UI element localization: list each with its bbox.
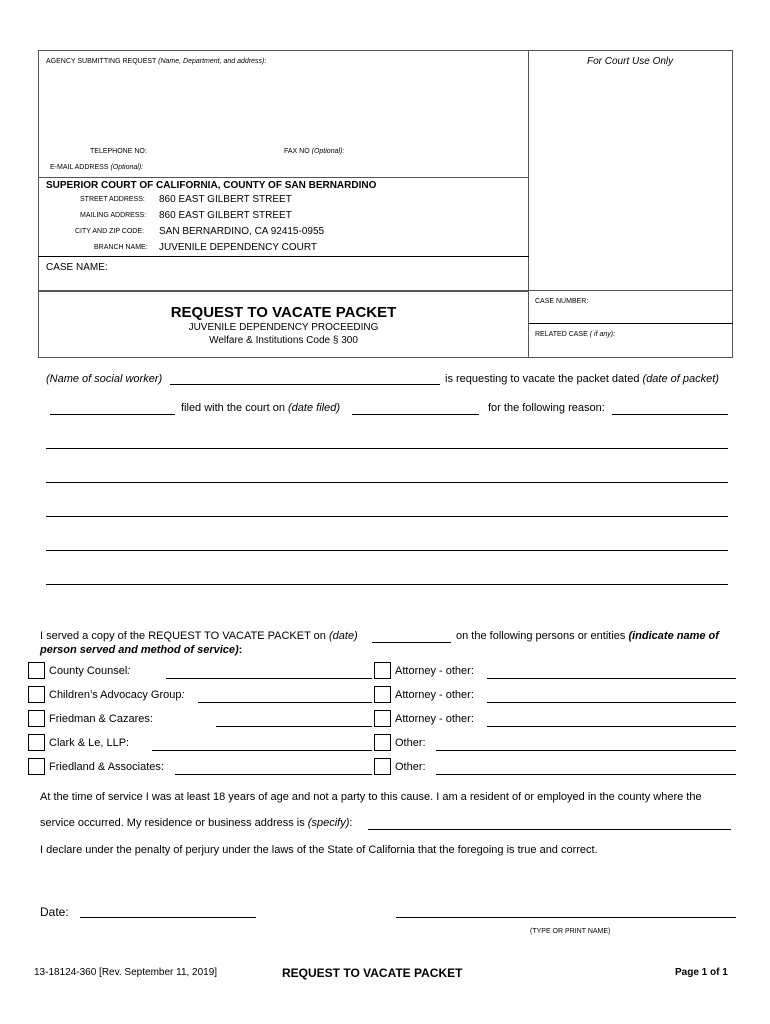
childrens-advocacy-line [198,702,372,703]
other-2-input[interactable] [438,760,734,774]
mailing-value: 860 EAST GILBERT STREET [159,210,292,221]
street-label: STREET ADDRESS: [80,196,145,203]
attorney-other-2-line [487,702,736,703]
city-label: CITY AND ZIP CODE: [75,228,144,235]
friedman-cazares-checkbox[interactable] [28,710,45,727]
attorney-other-1-input[interactable] [489,664,734,678]
telephone-label: TELEPHONE NO: [90,148,147,155]
county-counsel-input[interactable] [168,664,370,678]
fax-label: FAX NO (Optional): [284,148,345,155]
date-signature-line [80,917,256,918]
case-name-input[interactable] [112,262,512,276]
reason-line-3 [46,516,728,517]
date-signature-input[interactable] [82,903,254,917]
childrens-advocacy-label: Children’s Advocacy Group: [49,689,185,701]
attorney-other-2-checkbox[interactable] [374,686,391,703]
date-filed-line [352,414,479,415]
reason-input-5[interactable] [48,570,726,584]
reason-line-1 [46,448,728,449]
packet-date-input[interactable] [52,400,173,414]
fax-input[interactable] [354,144,514,158]
friedman-cazares-label: Friedman & Cazares: [49,713,153,725]
county-counsel-label: County Counsel: [49,665,131,677]
childrens-advocacy-input[interactable] [200,688,370,702]
friedland-associates-label: Friedland & Associates: [49,761,164,773]
branch-value: JUVENILE DEPENDENCY COURT [159,242,317,253]
packet-date-line [50,414,175,415]
clark-le-input[interactable] [154,736,370,750]
case-name-divider [38,256,529,257]
email-label: E-MAIL ADDRESS (Optional): [50,164,144,171]
attorney-other-1-label: Attorney - other: [395,665,474,677]
telephone-input[interactable] [156,144,276,158]
reason-input-2[interactable] [48,468,726,482]
friedman-cazares-input[interactable] [218,712,370,726]
reason-input-3[interactable] [48,502,726,516]
address-input[interactable] [370,815,729,829]
agency-input[interactable] [46,72,516,132]
friedland-associates-checkbox[interactable] [28,758,45,775]
form-subtitle-2: Welfare & Institutions Code § 300 [209,335,358,346]
page-number: Page 1 of 1 [675,967,728,978]
branch-label: BRANCH NAME: [94,244,148,251]
agency-label: AGENCY SUBMITTING REQUEST (Name, Department, and address): [46,58,267,65]
attorney-other-2-input[interactable] [489,688,734,702]
printed-name-input[interactable] [398,903,734,917]
served-date-input[interactable] [374,628,449,642]
case-number-label: CASE NUMBER: [535,298,589,305]
reason-input-4[interactable] [48,536,726,550]
city-value: SAN BERNARDINO, CA 92415-0955 [159,226,325,237]
address-line [368,829,731,830]
perjury-statement: I declare under the penalty of perjury under the laws of the State of California that the foregoing is true and correct. [40,844,598,856]
form-subtitle-1: JUVENILE DEPENDENCY PROCEEDING [188,322,379,333]
attorney-other-1-checkbox[interactable] [374,662,391,679]
clark-le-label: Clark & Le, LLP: [49,737,130,749]
age-statement: At the time of service I was at least 18 years of age and not a party to this cause. I am a resident of or employed in the county where the [40,791,702,803]
county-counsel-checkbox[interactable] [28,662,45,679]
other-1-label: Other: [395,737,426,749]
reason-line-4 [46,550,728,551]
printed-name-line [396,917,736,918]
related-case-label: RELATED CASE ( if any): [535,331,616,338]
other-2-label: Other: [395,761,426,773]
date-filed-input[interactable] [354,400,477,414]
other-2-line [436,774,736,775]
attorney-other-3-label: Attorney - other: [395,713,474,725]
service-occurred-text: service occurred. My residence or business address is (specify): [40,817,353,829]
attorney-other-3-line [487,726,736,727]
reason-line-0 [612,414,728,415]
attorney-other-2-label: Attorney - other: [395,689,474,701]
served-copy-text: I served a copy of the REQUEST TO VACATE PACKET on (date) [40,630,358,642]
attorney-other-3-input[interactable] [489,712,734,726]
related-case-input[interactable] [625,327,725,341]
social-worker-line [170,384,440,385]
social-worker-input[interactable] [172,370,438,384]
footer-title: REQUEST TO VACATE PACKET [282,966,463,980]
filed-with-text: filed with the court on (date filed) [181,402,340,414]
other-1-checkbox[interactable] [374,734,391,751]
reason-input-1[interactable] [48,434,726,448]
reason-label: for the following reason: [488,402,605,414]
email-input[interactable] [156,160,516,174]
served-copy-text-3: person served and method of service): [40,644,243,656]
requesting-text: is requesting to vacate the packet dated (date of packet) [445,373,719,385]
case-number-divider [528,323,733,324]
childrens-advocacy-checkbox[interactable] [28,686,45,703]
mailing-label: MAILING ADDRESS: [80,212,147,219]
friedland-associates-line [175,774,372,775]
attorney-other-1-line [487,678,736,679]
court-use-box [528,50,733,291]
clark-le-checkbox[interactable] [28,734,45,751]
street-value: 860 EAST GILBERT STREET [159,194,292,205]
court-use-label: For Court Use Only [587,56,674,67]
type-print-label: (TYPE OR PRINT NAME) [530,928,611,935]
county-counsel-line [166,678,372,679]
attorney-other-3-checkbox[interactable] [374,710,391,727]
social-worker-label: (Name of social worker) [46,373,163,385]
served-date-line [372,642,451,643]
clark-le-line [152,750,372,751]
reason-input-0[interactable] [614,400,726,414]
friedland-associates-input[interactable] [177,760,370,774]
reason-line-5 [46,584,728,585]
served-copy-text-2: on the following persons or entities (indicate name of [456,630,719,642]
other-2-checkbox[interactable] [374,758,391,775]
form-number: 13-18124-360 [Rev. September 11, 2019] [34,967,218,978]
reason-line-2 [46,482,728,483]
court-name: SUPERIOR COURT OF CALIFORNIA, COUNTY OF SAN BERNARDINO [46,180,377,191]
other-1-input[interactable] [438,736,734,750]
case-name-label: CASE NAME: [46,262,108,273]
friedman-cazares-line [216,726,372,727]
date-label: Date: [40,905,69,919]
case-number-input[interactable] [535,306,725,320]
form-title: REQUEST TO VACATE PACKET [170,304,397,321]
other-1-line [436,750,736,751]
